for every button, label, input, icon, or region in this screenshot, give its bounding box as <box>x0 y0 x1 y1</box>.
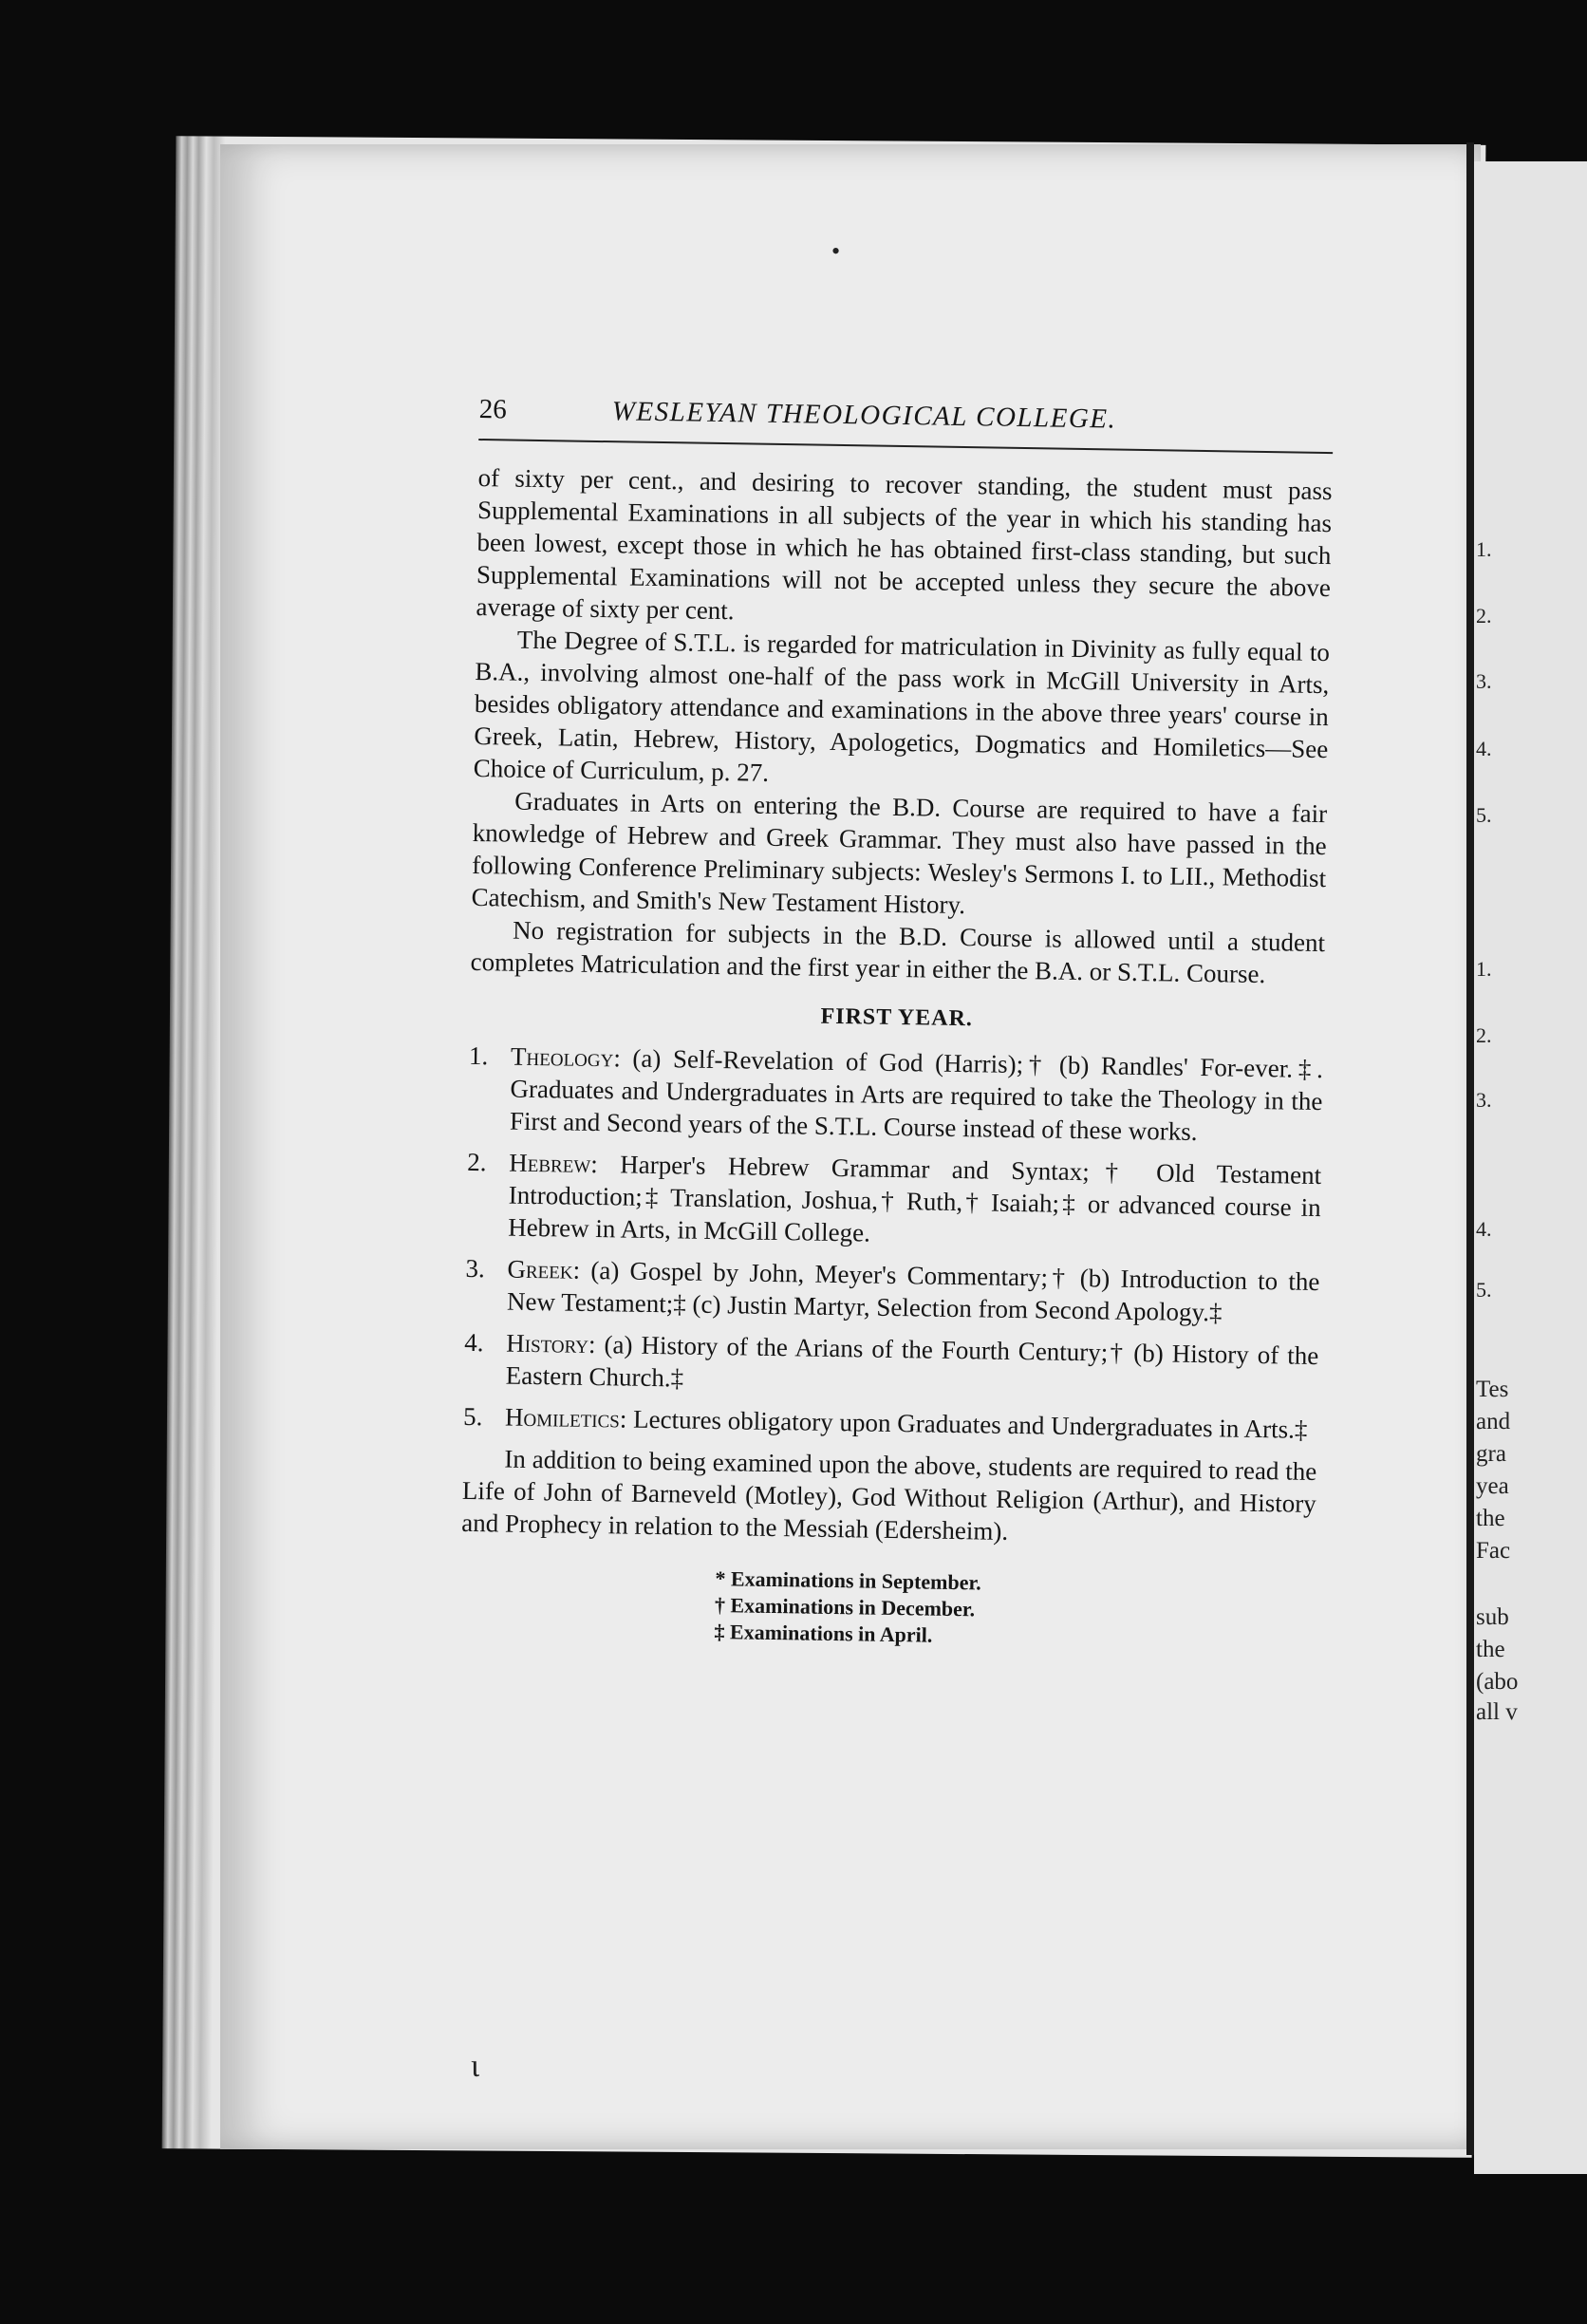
facing-page-number: 5. <box>1476 1278 1492 1302</box>
item-text: : (a) Gospel by John, Meyer's Commentary;† (b) Introduction to the New Testament;‡ (c) Justin Martyr, Selection from Second Apology.‡ <box>506 1255 1320 1327</box>
facing-page-number: 4. <box>1476 1217 1492 1241</box>
facing-page-number: 1. <box>1476 537 1492 561</box>
item-subject: Theology <box>510 1041 614 1073</box>
course-item <box>465 1252 1320 1330</box>
page-number: 26 <box>478 394 507 425</box>
course-item <box>463 1400 1317 1446</box>
item-text: : (a) History of the Arians of the Fourth Century;† (b) History of the Eastern Church.‡ <box>505 1329 1319 1393</box>
book-gutter <box>1466 142 1474 2155</box>
facing-page-word: sub <box>1476 1604 1509 1630</box>
footnotes <box>714 1565 1315 1655</box>
item-subject: Greek <box>507 1254 573 1284</box>
facing-page-number: 3. <box>1476 1088 1492 1112</box>
facing-page-word: Fac <box>1476 1538 1511 1564</box>
facing-page-word: yea <box>1476 1473 1509 1499</box>
item-number: 2. <box>467 1147 487 1177</box>
facing-page-word: all v <box>1476 1699 1518 1725</box>
facing-page-word: (abo <box>1476 1669 1519 1695</box>
section-heading: FIRST YEAR. <box>820 1003 974 1032</box>
item-subject: Hebrew <box>509 1148 591 1178</box>
facing-page-number: 1. <box>1476 957 1492 981</box>
paper-speck: • <box>831 237 841 265</box>
paper-speck: ɩ <box>471 2049 480 2084</box>
footnote: ‡ Examinations in April. <box>714 1620 933 1647</box>
item-number: 5. <box>462 1401 483 1432</box>
facing-page-word: Tes <box>1476 1377 1509 1402</box>
paragraph: No registration for subjects in the B.D. Course is allowed until a student completes Matriculation and the first year in either the B.A. or S.T.L. Course. <box>470 915 1326 989</box>
course-item <box>468 1040 1323 1150</box>
footnote: * Examinations in September. <box>715 1566 981 1595</box>
paragraph: of sixty per cent., and desiring to recover standing, the student must pass Supplemental Examinations in all subjects of the year in which his standing has been lowest, except those in which he has obtained first-class standing, but such Supplemental Examinations will not be accepted unless they secure the above average of sixty per cent. <box>476 462 1333 626</box>
running-title: WESLEYAN THEOLOGICAL COLLEGE. <box>611 396 1117 435</box>
item-number: 3. <box>465 1253 486 1284</box>
facing-page-number: 2. <box>1476 604 1492 628</box>
paragraph: The Degree of S.T.L. is regarded for matriculation in Divinity as fully equal to B.A., involving almost one-half of the pass work in McGill University in Arts, besides obligatory attendance and examinations in the above three years' course in Greek, Latin, Hebrew, History, Apologetics, Dogmatics and Homiletics—See Choice of Curriculum, p. 27. <box>473 625 1331 787</box>
facing-page-number: 4. <box>1476 737 1492 760</box>
item-number: 4. <box>464 1327 484 1358</box>
closing-paragraph: In addition to being examined upon the above, students are required to read the Life of John of Barneveld (Motley), God Without Religion (Arthur), and History and Prophecy in relation to the Messiah (Edersheim). <box>461 1444 1317 1546</box>
item-number: 1. <box>468 1040 489 1071</box>
item-subject: Homiletics <box>504 1402 621 1434</box>
facing-page-word: the <box>1476 1506 1505 1531</box>
facing-page-word: gra <box>1476 1441 1506 1467</box>
page-content <box>459 394 1334 1655</box>
course-item <box>464 1326 1319 1404</box>
facing-page-number: 5. <box>1476 803 1492 827</box>
item-text: : Lectures obligatory upon Graduates and Undergraduates in Arts.‡ <box>619 1404 1308 1444</box>
item-text: : Harper's Hebrew Grammar and Syntax;† Old Testament Introduction;‡ Translation, Joshua,† Ruth,† Isaiah;‡ or advanced course in Hebrew in Arts, in McGill College. <box>507 1149 1322 1247</box>
facing-page-word: and <box>1476 1409 1511 1434</box>
course-item <box>466 1146 1321 1256</box>
facing-page-number: 3. <box>1476 669 1492 693</box>
item-text: : (a) Self-Revelation of God (Harris);† (b) Randles' For-ever.‡. Graduates and Undergraduates in Arts are required to take the Theology in the First and Second years of the S.T.L. Course instead of these works. <box>509 1043 1324 1146</box>
item-subject: History <box>506 1328 589 1359</box>
facing-page-word: the <box>1476 1637 1505 1662</box>
facing-page-fragment <box>1474 161 1587 2174</box>
footnote: † Examinations in December. <box>714 1593 976 1621</box>
facing-page-number: 2. <box>1476 1023 1492 1047</box>
paragraph: Graduates in Arts on entering the B.D. Course are required to have a fair knowledge of Hebrew and Greek Grammar. They must also have passed in the following Conference Preliminary subjects: Wesley's Sermons I. to LII., Methodist Catechism, and Smith's New Testament History. <box>471 786 1328 920</box>
